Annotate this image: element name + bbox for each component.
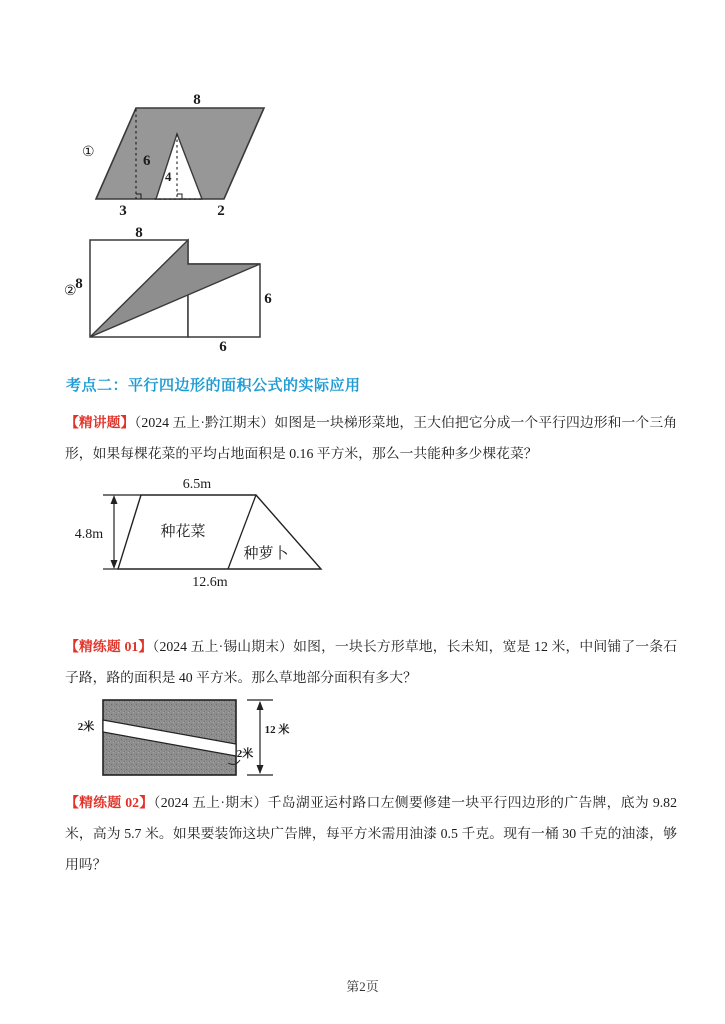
bottom-dim-label: 12.6m — [192, 575, 228, 590]
height-dim-label: 12 米 — [264, 724, 290, 736]
problem-tag: 【精练题 01】 — [65, 639, 153, 654]
figure-1-parallelogram — [78, 88, 288, 228]
figure-index-label: ② — [64, 284, 77, 299]
bottom-left-dim-label: 3 — [119, 203, 127, 219]
figure-3-trapezoid-plot — [70, 476, 340, 598]
top-dim-label: 6.5m — [182, 477, 212, 492]
arrowhead-down-icon — [257, 765, 264, 774]
region-cauliflower-label: 种花菜 — [160, 524, 206, 540]
figure-4-grass-path — [70, 692, 302, 787]
problem-lianxi-01 — [65, 631, 677, 693]
inner-height-dim-label: 4 — [165, 169, 172, 184]
problem-text: （2024 五上·期末）千岛湖亚运村路口左侧要修建一块平行四边形的广告牌，底为 9.82 米，高为 5.7 米。如果要装饰这块广告牌，每平方米需用油漆 0.5 千克。现有一桶 30 千克的油漆，够用吗？ — [65, 795, 677, 872]
path-width-right-label: 2米 — [236, 748, 254, 760]
figure-2-squares-triangles — [60, 222, 280, 354]
region-radish-label: 种萝卜 — [243, 546, 289, 562]
page-number: 第2页 — [346, 979, 379, 994]
right-dim-label: 6 — [264, 291, 272, 307]
top-dim-label: 8 — [135, 225, 143, 241]
arrowhead-up-icon — [257, 701, 264, 710]
path-width-left-label: 2米 — [77, 721, 95, 733]
bottom-dim-label: 6 — [219, 339, 227, 354]
height-dim-label: 4.8m — [74, 527, 104, 542]
problem-text: （2024 五上·锡山期末）如图，一块长方形草地，长未知，宽是 12 米，中间铺了一条石子路，路的面积是 40 平方米。那么草地部分面积有多大？ — [65, 639, 677, 685]
height-dim-label: 6 — [143, 153, 151, 169]
top-dim-label: 8 — [193, 92, 201, 108]
arrowhead-down-icon — [111, 560, 118, 569]
section-heading: 考点二：平行四边形的面积公式的实际应用 — [66, 377, 361, 394]
figure-index-label: ① — [82, 145, 95, 160]
arrowhead-up-icon — [111, 495, 118, 504]
problem-tag: 【精讲题】 — [65, 415, 135, 430]
problem-text: （2024 五上·黔江期末）如图是一块梯形菜地，王大伯把它分成一个平行四边形和一个三角形，如果每棵花菜的平均占地面积是 0.16 平方米，那么一共能种多少棵花菜？ — [65, 415, 677, 461]
bottom-right-dim-label: 2 — [217, 203, 225, 219]
problem-jingjiang — [65, 407, 677, 469]
left-dim-label: 8 — [75, 276, 83, 292]
problem-lianxi-02 — [65, 787, 677, 880]
trapezoid-shape — [118, 495, 321, 569]
problem-tag: 【精练题 02】 — [65, 795, 154, 810]
